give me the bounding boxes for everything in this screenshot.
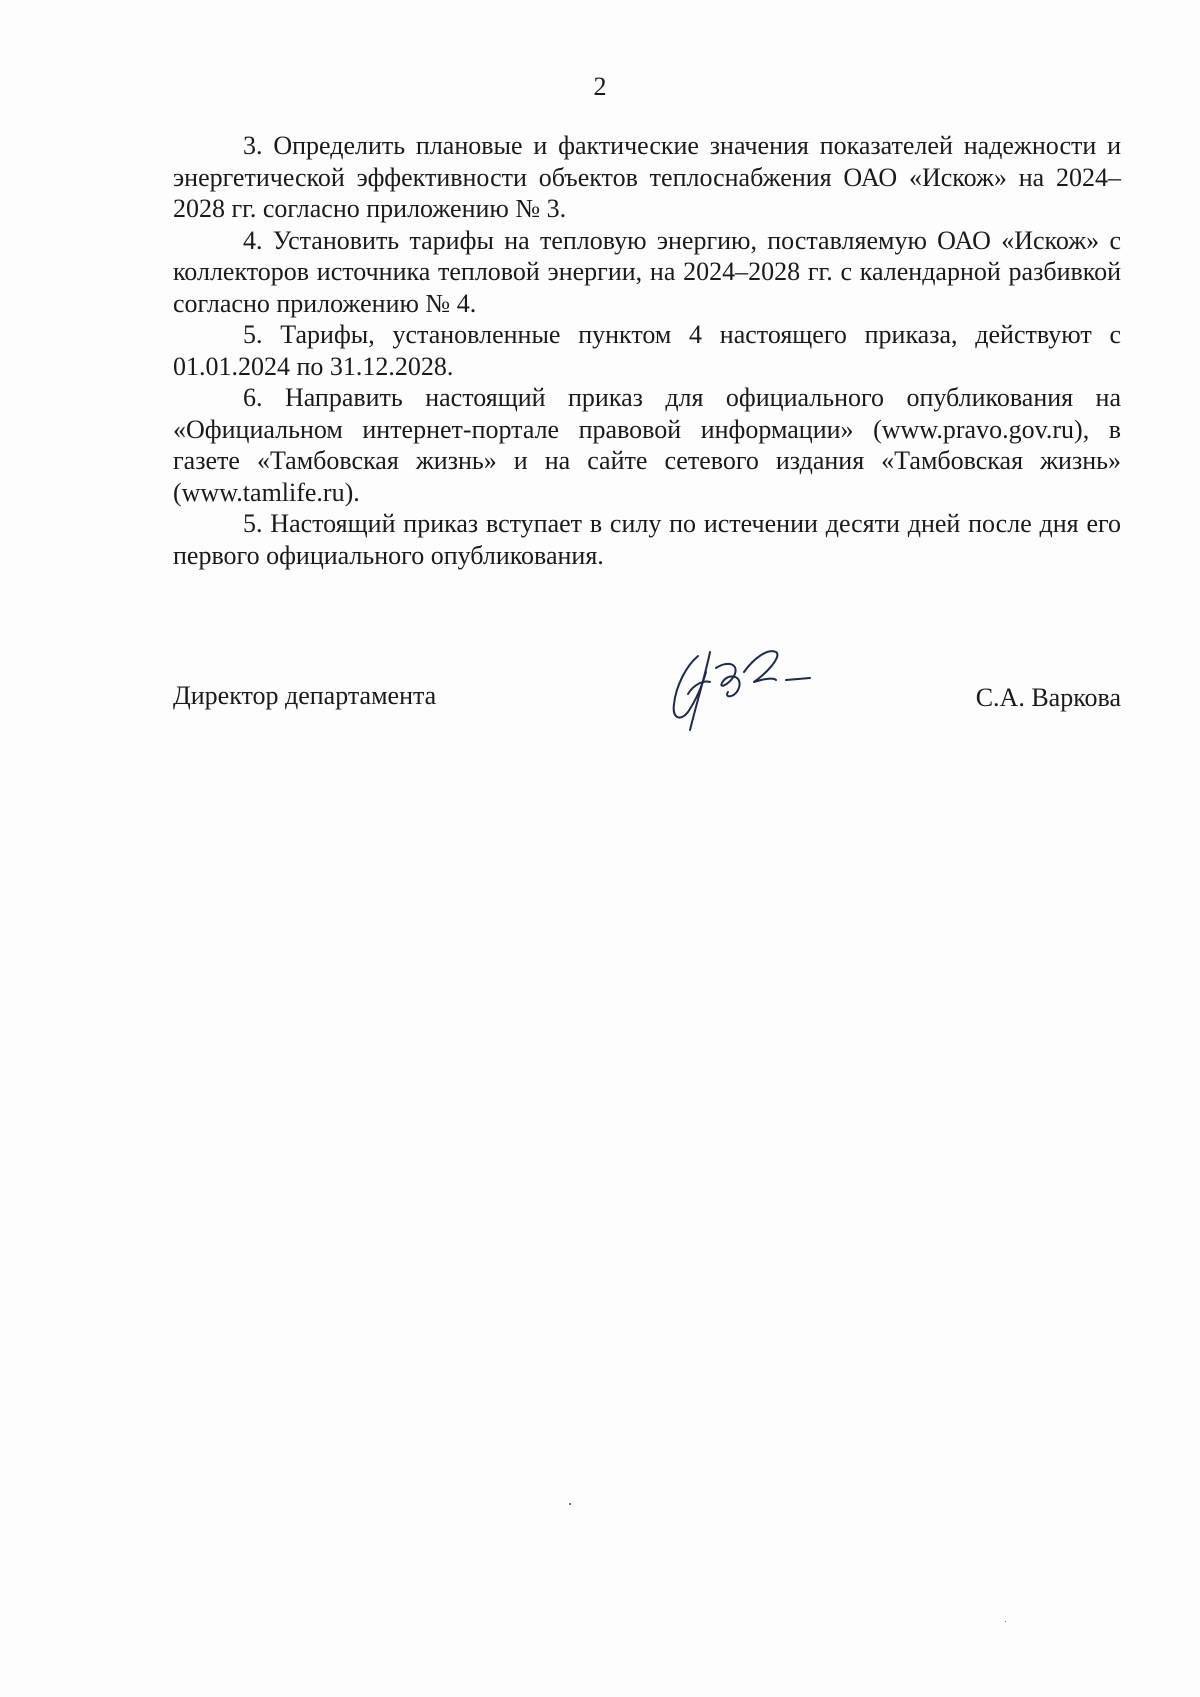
paragraph-item-5-tariffs: 5. Тарифы, установленные пунктом 4 настоящего приказа, действуют с 01.01.2024 по 31.12.2028.	[173, 320, 1121, 381]
signatory-title: Директор департамента	[173, 681, 437, 710]
paragraph-item-6: 6. Направить настоящий приказ для официального опубликования на «Официальном интернет-портале правовой информации» (www.pravo.gov.ru), в газете «Тамбовская жизнь» и на сайте сетевого издания «Тамбовская жизнь» (www.tamlife.ru).	[173, 383, 1121, 507]
scan-speck	[569, 1503, 571, 1505]
document-body	[173, 130, 1121, 571]
paragraph-item-3: 3. Определить плановые и фактические значения показателей надежности и энергетической эффективности объектов теплоснабжения ОАО «Искож» на 2024–2028 гг. согласно приложению № 3.	[173, 131, 1121, 223]
paragraph-item-5-effective: 5. Настоящий приказ вступает в силу по истечении десяти дней после дня его первого официального опубликования.	[173, 509, 1121, 570]
scan-speck	[1005, 1621, 1006, 1622]
handwritten-signature	[658, 638, 818, 738]
signature-block	[173, 638, 1121, 712]
paragraph-item-4: 4. Установить тарифы на тепловую энергию, поставляемую ОАО «Искож» с коллекторов источника тепловой энергии, на 2024–2028 гг. с календарной разбивкой согласно приложению № 4.	[173, 225, 1121, 318]
signatory-name: С.А. Варкова	[975, 683, 1121, 712]
page-number: 2	[593, 72, 607, 101]
